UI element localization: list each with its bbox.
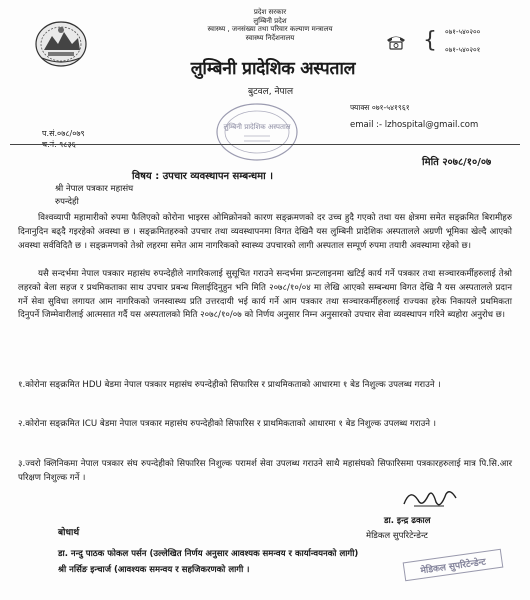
letter-subject: विषय : उपचार व्यवस्थापन सम्बन्धमा । [132,171,274,182]
reference-block [42,128,85,150]
body-paragraph-2: यसै सन्दर्भमा नेपाल पत्रकार महासंघ रुपन्देहीले नागरिकलाई सुसूचित गराउने सन्दर्भमा फ्रन्टलाइनमा खटिई कार्य गर्ने पत्रकार तथा सञ्चारकर्मीहरुलाई तेश्रो लहरको बेला सहज र प्रथमिकताका साथ उपचार प्रबन्ध मिलाईदिनुहुन भनि मिति २०७८/१०/०४ मा लेखि आएको सम्बन्धमा विगत देखि नै यस अस्पतालले प्रदान गर्ने सेवा सुविधा लगायत आम नागरिकको जनस्वास्थ्य प्रति उत्तरदायी भई कार्य गर्ने आम पत्रकार तथा सञ्चारकर्मीहरुलाई राज्यका हरेक निकायले प्रथमिकता दिनुपर्ने जिम्मेवारीलाई आत्मसात गर्दै यस अस्पतालको मिति २०७८/१०/०७ को निर्णय अनुसार निम्न अनुसारको उपचार सेवा व्यवस्थापन गरिने ब्यहोरा अनुरोध छ। [18,269,512,321]
gov-line-2: लुम्बिनी प्रदेश [253,16,287,25]
chalani-number: च.नं. ९८३६ [42,140,76,149]
gov-line-4: स्वास्थ्य निर्देशनालय [245,33,295,42]
government-header [200,8,340,42]
signatory-title: मेडिकल सुपरिटेन्डेन्ट [366,531,428,541]
decision-item-1: १.कोरोना सङ्क्रमित HDU बेडमा नेपाल पत्रकार महासंघ रुपन्देहीको सिफारिस र प्राथमिकताको आधारमा १ बेड निशुल्क उपलब्ध गराउने । [18,380,441,390]
bodhartha-line-1: डा. नन्दु पाठक फोकल पर्सन (उल्लेखित निर्णय अनुसार आवश्यक समन्वय र कार्यान्वयनको लागी) [58,549,359,559]
gov-line-3: स्वास्थ्य , जनसंख्या तथा परिवार कल्याण मन्त्रालय [207,25,333,33]
hospital-address: बुटवल, नेपाल [248,87,294,97]
designation-stamp-text: मेडिकल सुपरिटेन्डेन्ट [419,557,487,577]
bodhartha-heading: बोधार्थ [58,528,80,538]
recipient-block [55,183,133,209]
recipient-line-1: श्री नेपाल पत्रकार महासंघ [55,184,134,194]
round-official-stamp [198,96,316,164]
body-paragraph-1: विश्वव्यापी महामारीको रुपमा फैलिएको कोरोना भाइरस ओमिक्रोनको कारण सङ्क्रमणको दर उच्च हुदै गएको तथा यस क्षेत्रमा समेत सङ्क्रमित बिरामीहरु दिनानुदिन बढ्दै गइरहेको अवस्था छ । सङ्क्रमितहरुको उपचार तथा व्यवस्थापनमा विगत देखिनै यस लुम्बिनी प्रादेशिक अस्पतालले अग्रणी भूमिका खेल्दै आएको अवस्था सर्वविदितै छ । सङ्क्रमणको तेश्रो लहरमा समेत आम नागरिकको स्वास्थ्य उपचारको लागी अस्पताल सम्पूर्ण रुपमा तयारी अवस्थामा रहेको छ। [18,213,512,251]
gov-line-1: प्रदेश सरकार [253,8,287,16]
hospital-name: लुम्बिनी प्रादेशिक अस्पताल [190,59,356,79]
patra-sankhya: प.सं.०७८/०७९ [42,129,85,138]
email-address: email :- lzhospital@gmail.com [350,120,479,130]
fax-number: फ्याक्स ०७१-५४१९६१ [350,103,410,112]
phone-number-2: ०७१-५४०२०१ [445,46,481,54]
recipient-line-2: रुपन्देही [55,197,79,207]
decision-item-3: ३.ज्वरो क्लिनिकमा नेपाल पत्रकार संघ रुपन्देहीको सिफारिस निशुल्क परामर्श सेवा उपलब्ध गराउने साथै महासंघको सिफारिसमा पत्रकारहरुलाई मात्र पि.सि.आर परिक्षण निशुल्क गर्ने । [18,459,512,483]
signatory-name: डा. इन्द्र ढकाल [384,516,431,526]
round-stamp-text: लुम्बिनी प्रादेशिक अस्पताल [223,123,291,131]
bodhartha-line-2: श्री नर्सिङ इन्चार्ज (आवश्यक समन्वय र सहजिकरणको लागी । [58,565,250,575]
header-divider [10,144,520,145]
decision-item-2: २.कोरोना सङ्क्रमित ICU बेडमा नेपाल पत्रकार महासंघ रुपन्देहीको सिफारिस र प्राथमिकताको आधारमा १ बेड निशुल्क उपलब्ध गराउने । [18,419,437,429]
nepal-emblem-logo [34,20,88,68]
phone-brace: { [423,28,437,53]
designation-stamp [398,548,508,582]
phone-number-1: ०७१-५४०२०० [445,28,481,36]
telephone-icon [385,34,407,50]
handwritten-signature [400,486,460,512]
phone-block [385,24,505,64]
letter-date: मिति २०७८/१०/०७ [422,157,492,168]
